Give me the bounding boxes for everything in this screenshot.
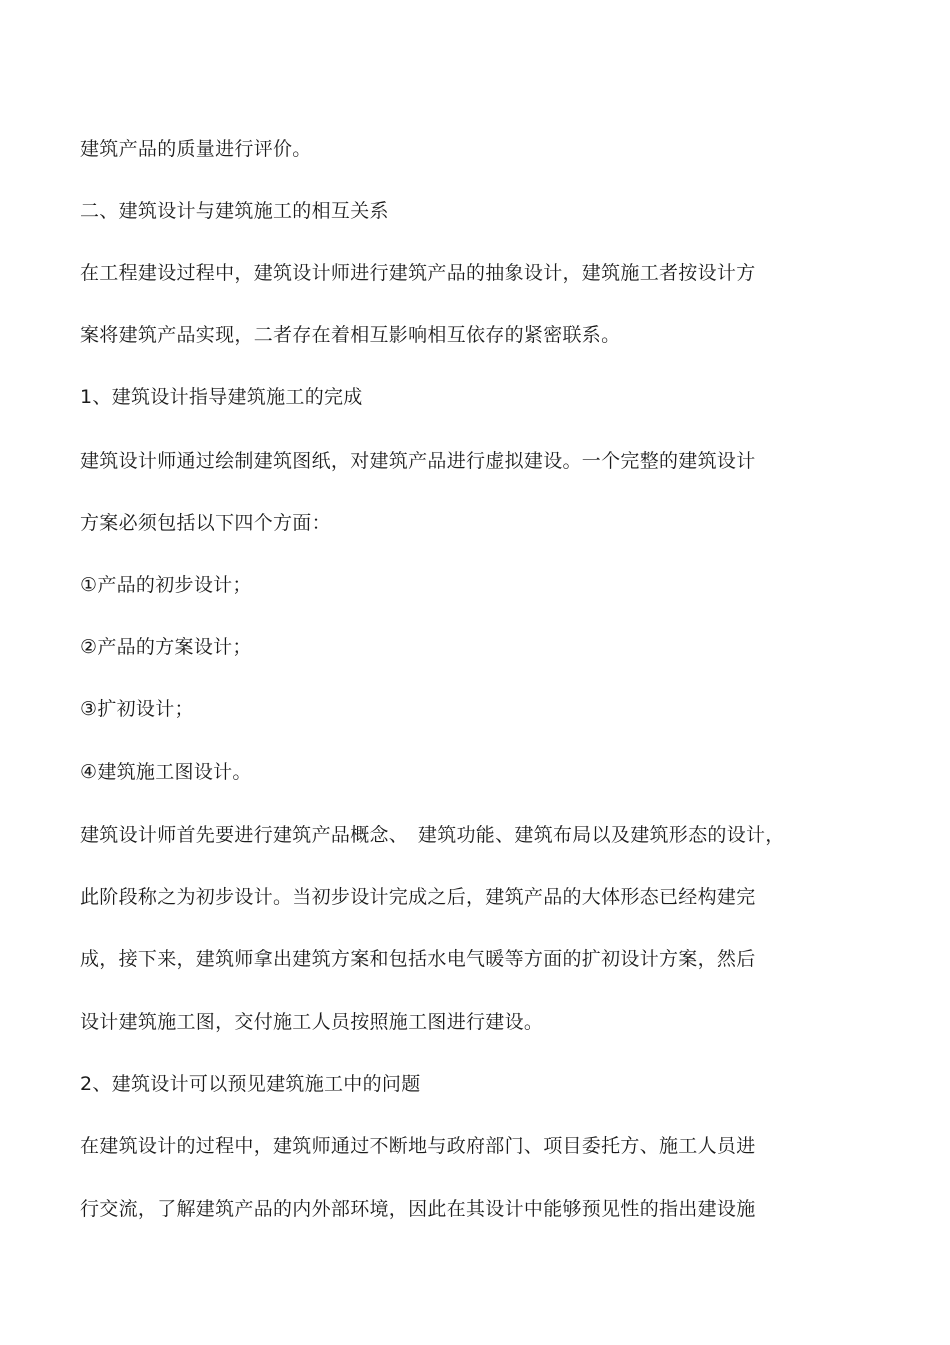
paragraph-line: 案将建筑产品实现，二者存在着相互影响相互依存的紧密联系。 bbox=[80, 324, 621, 346]
paragraph-continuation: 建筑产品的质量进行评价。 bbox=[80, 138, 312, 160]
paragraph-line: 设计建筑施工图，交付施工人员按照施工图进行建设。 bbox=[80, 1011, 544, 1033]
list-item: ③扩初设计； bbox=[80, 698, 194, 720]
paragraph-line: 建筑设计师首先要进行建筑产品概念、 建筑功能、建筑布局以及建筑形态的设计， bbox=[80, 824, 785, 846]
subsection-heading: 2、建筑设计可以预见建筑施工中的问题 bbox=[80, 1073, 421, 1095]
paragraph-line: 成，接下来，建筑师拿出建筑方案和包括水电气暖等方面的扩初设计方案，然后 bbox=[80, 948, 756, 970]
paragraph-line: 此阶段称之为初步设计。当初步设计完成之后，建筑产品的大体形态已经构建完 bbox=[80, 886, 756, 908]
section-heading: 二、建筑设计与建筑施工的相互关系 bbox=[80, 200, 389, 222]
list-item: ②产品的方案设计； bbox=[80, 636, 252, 658]
paragraph-line: 建筑设计师通过绘制建筑图纸，对建筑产品进行虚拟建设。一个完整的建筑设计 bbox=[80, 450, 756, 472]
paragraph-line: 在建筑设计的过程中，建筑师通过不断地与政府部门、项目委托方、施工人员进 bbox=[80, 1135, 756, 1157]
list-item: ①产品的初步设计； bbox=[80, 574, 252, 596]
paragraph-line: 在工程建设过程中，建筑设计师进行建筑产品的抽象设计，建筑施工者按设计方 bbox=[80, 262, 756, 284]
paragraph-line: 方案必须包括以下四个方面： bbox=[80, 512, 331, 534]
paragraph-line: 行交流，了解建筑产品的内外部环境，因此在其设计中能够预见性的指出建设施 bbox=[80, 1198, 756, 1220]
list-item: ④建筑施工图设计。 bbox=[80, 761, 252, 783]
subsection-heading: 1、建筑设计指导建筑施工的完成 bbox=[80, 386, 363, 408]
